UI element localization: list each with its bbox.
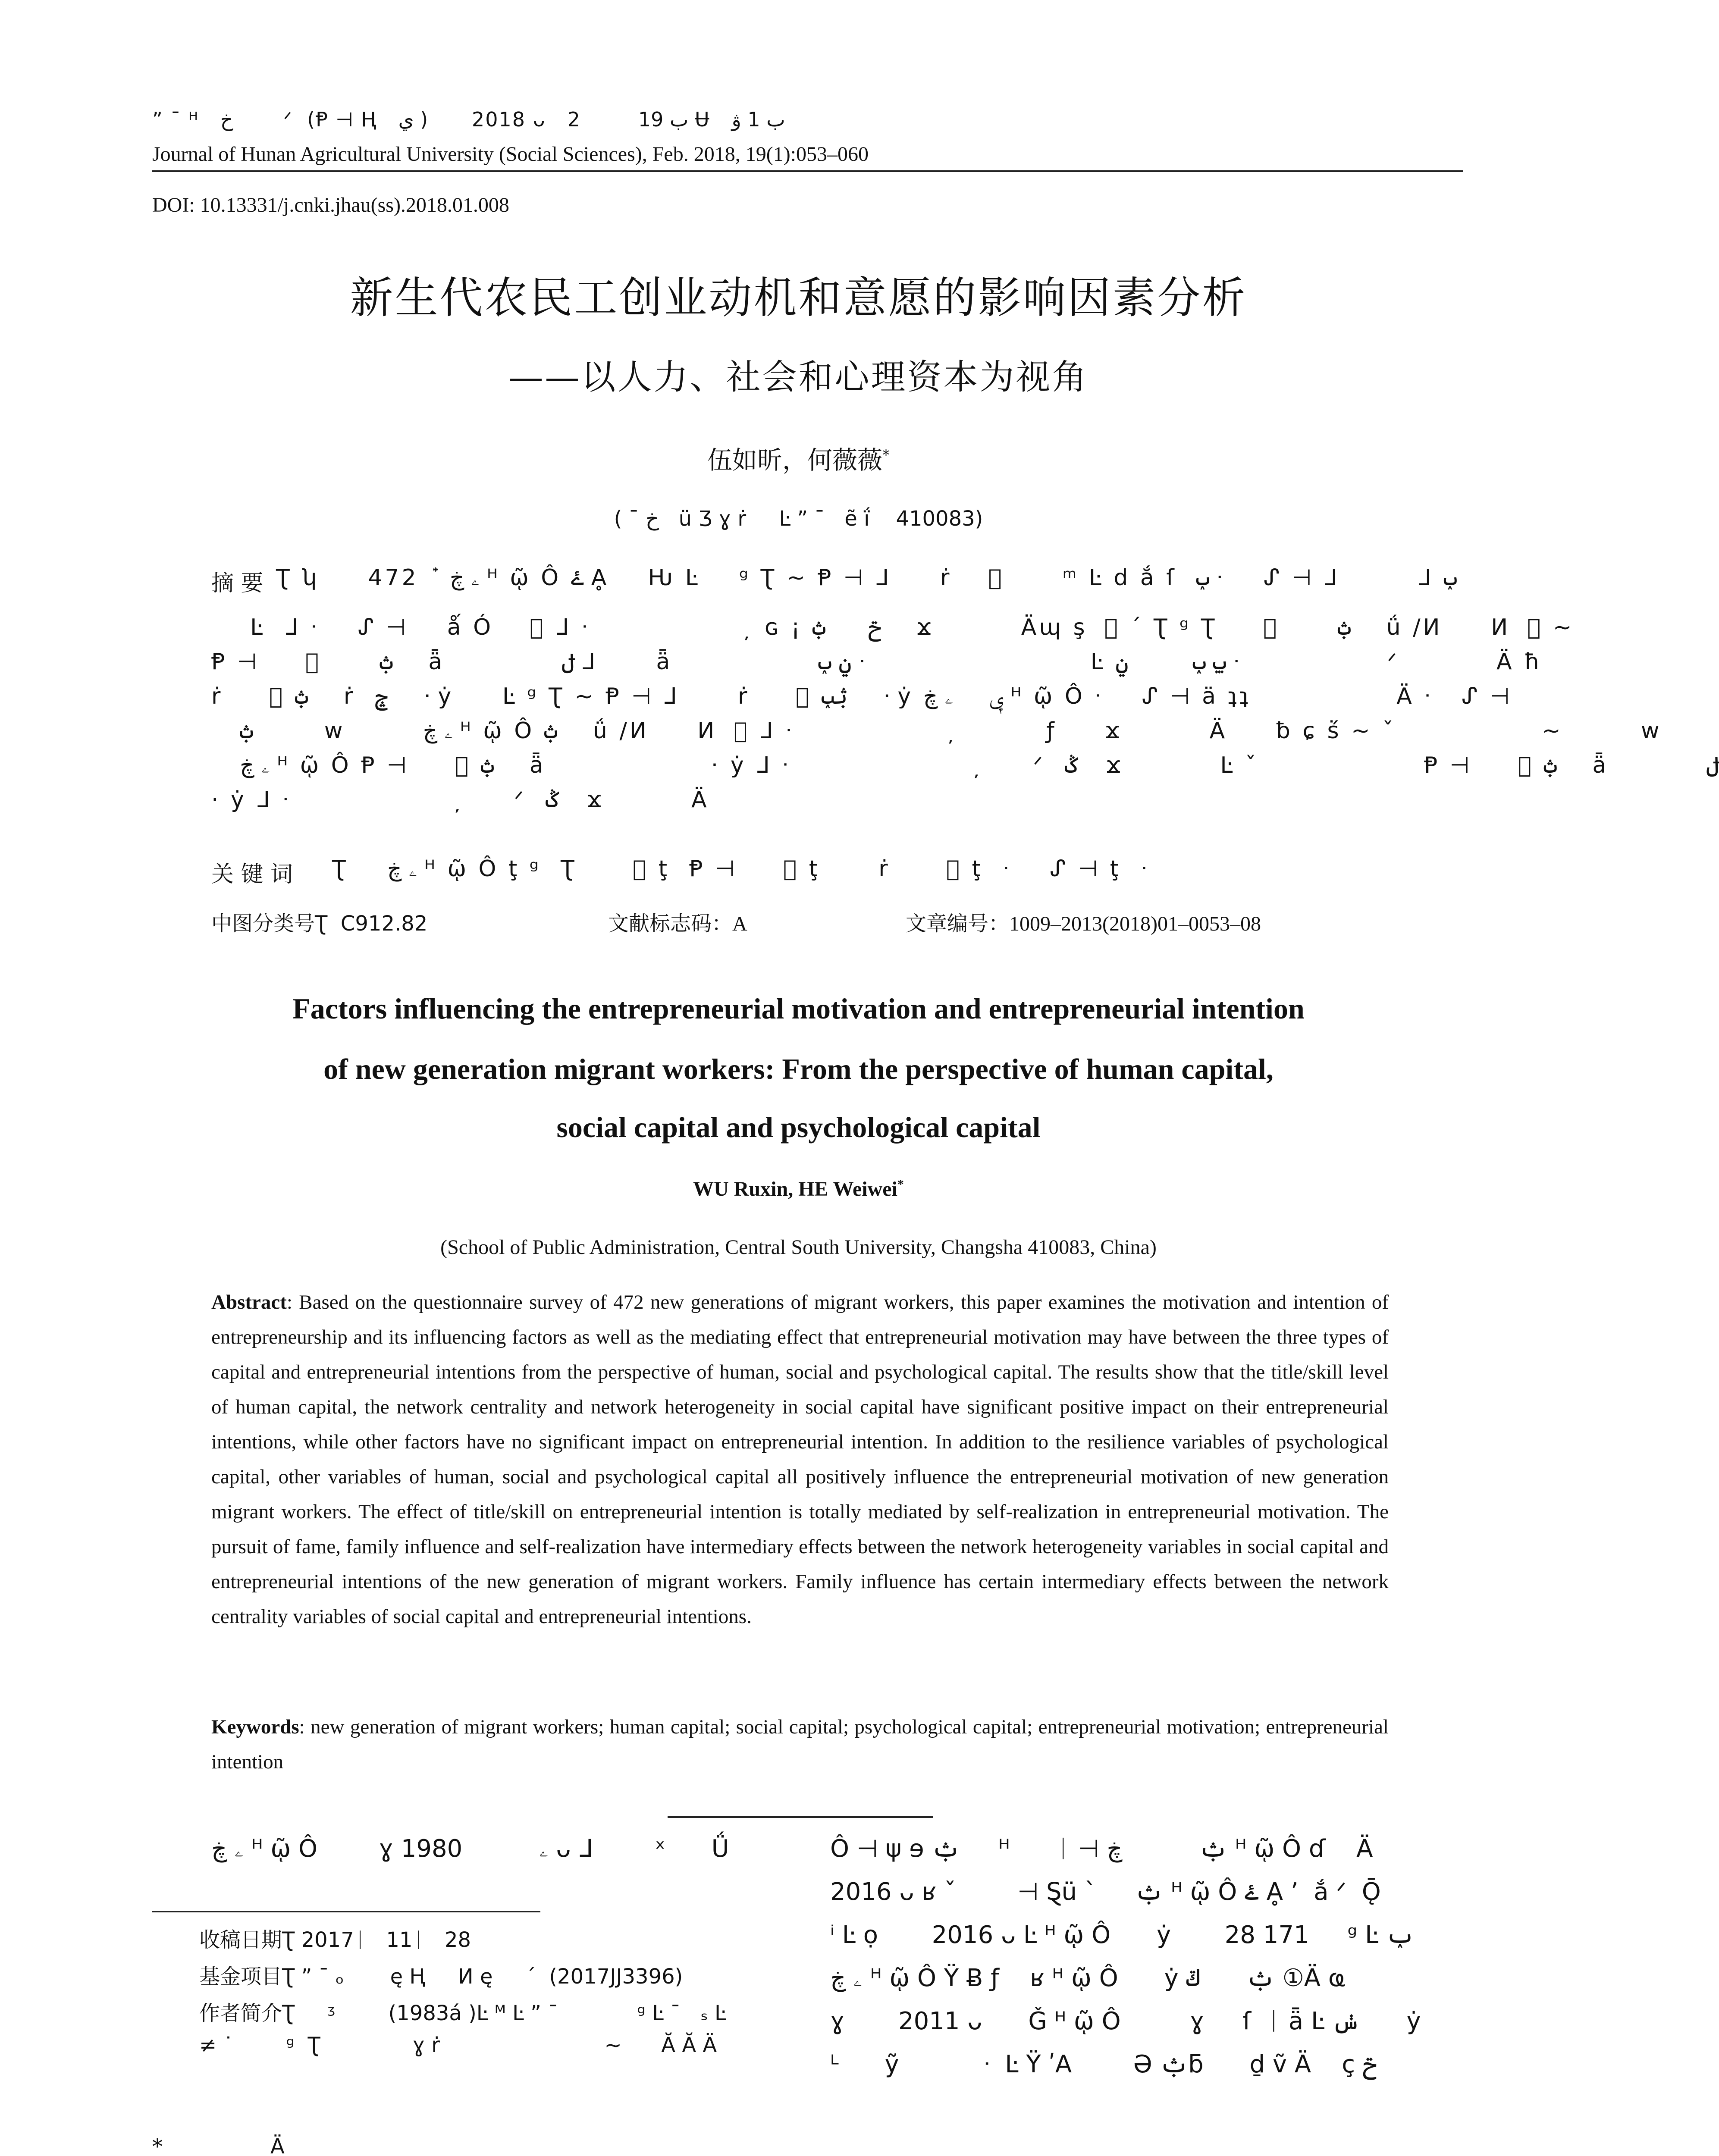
footnote-author-cont: ≠ ˙ ᵍ Ʈ ɣ ṙ ~ Ă Ă Ä — [199, 2033, 717, 2057]
body-right-line: 2016 ᴗ ʁ ˇ ⊣ Ȿü ˋ ݑ ᴴ ῷ Ô ۓ Ḁ ’ ắ ᐟ Ǭ — [830, 1878, 1381, 1906]
fund-label: 基金项目 — [199, 1965, 282, 1989]
keywords-en — [211, 1710, 1389, 1780]
abstract-cn-line: Ʈ ʮ 472 ݊ ۦ ڿ ᴴ ῷ Ô ۓ Ḁ Ƕ Ŀ ᵍ Ʈ ~ Ᵽ ⊣ ᒧ ṙ ⃞ ᵐ Ŀ d ắ ſ ݕ ᐧ ᔑ ⊣ ᒧ ᒧ ݕ — [276, 565, 1457, 591]
abstract-en — [211, 1285, 1389, 1634]
keywords-en-label: Keywords — [211, 1716, 299, 1738]
authors-cn — [0, 440, 1597, 476]
body-right-line: ۦ ڿ ᴴ ῷ Ô Ÿ Ƀ ƒ ʁ ᴴ ῷ Ô ẏ ݑ ݿ ①Ä ҩ — [830, 1964, 1345, 1992]
doi-line: DOI: 10.13331/j.cnki.jhau(ss).2018.01.008 — [152, 194, 509, 216]
doc-code-label: 文献标志码： — [608, 912, 733, 936]
author-value: Ʈ ᶾ (1983á )Ŀ ᴹ Ŀ ” ¯ ᵍ Ŀ ¯ ₛ Ŀ — [282, 2001, 726, 2025]
journal-header-en: Journal of Hunan Agricultural University (Social Sciences), Feb. 2018, 19(1):053–060 — [152, 143, 869, 166]
abstract-cn-line: ۦ ڿ ᴴ ῷ Ô Ᵽ ⊣ ⃞ ݑ ǟ · ẏ ᒧ ᐧ ̦ ᐟ ݣ ϫ Ŀ ˇ Ᵽ ⊣ ⃞ ݑ ǟ ݪ — [211, 752, 1719, 778]
article-number — [906, 907, 1261, 937]
affiliation-en: (School of Public Administration, Central South University, Changsha 410083, China) — [440, 1236, 1157, 1259]
title-en-line: social capital and psychological capital — [556, 1111, 1041, 1144]
abstract-cn-line: ݑ ᴡ ۦ ڿ ᴴ ῷ Ô ݑ ǘ /И И ⃞ ᒧ ᐧ ̦ ƒ ϫ Ä ƀ ɕ ṥ ~ ˇ ~ ᴡ — [211, 718, 1662, 744]
body-right-line: ⁱ Ŀ ọ 2016 ᴗ Ŀ ᴴ ῷ Ô ẏ 28 171 ᵍ Ŀ ݕ — [830, 1921, 1415, 1949]
document-code — [608, 907, 747, 937]
body-right-line: ᴸ ỹ ᐧ Ŀ Ÿ ʹA Ə ݑƃ ḏ ṽ Ä ç ݗ — [830, 2050, 1377, 2078]
keywords-cn-label: 关 键 词 — [211, 862, 293, 887]
title-en-line: of new generation migrant workers: From the perspective of human capital, — [323, 1053, 1274, 1085]
fund-value: Ʈ ” ¯ ₒ ę Ⱨ И ę ´ (2017JJ3396) — [282, 1965, 683, 1989]
keywords-en-text: : new generation of migrant workers; human capital; social capital; psychological capital; entrepreneurial motivation; entrepreneurial intention — [211, 1716, 1389, 1773]
authors-cn-names: 伍如昕，何薇薇 — [707, 445, 882, 475]
abstract-en-text: : Based on the questionnaire survey of 472 new generations of migrant workers, this paper examines the motivation and intention of entrepreneurship and its influencing factors as well as the mediating effect that entrepreneurial motivation may have between the three types of capital and entrepreneurial intentions from the perspective of human, social and psychological capital. The results show that the title/skill level of human capital, the network centrality and network heterogeneity in social capital have significant positive impact on their entrepreneurial intentions, while other factors have no significant impact on entrepreneurial intention. In addition to the resilience variables of psychological capital, other variables of human, social and psychological capital all positively influence the entrepreneurial motivation of new generation migrant workers. The effect of title/skill on entrepreneurial intention is totally mediated by self-realization in entrepreneurial motivation. The pursuit of fame, family influence and self-realization have intermediary effects between the network heterogeneity variables in social capital and entrepreneurial intentions of the new generation of migrant workers. Family influence has certain intermediary effects between the network centrality variables of social capital and entrepreneurial intentions. — [211, 1291, 1389, 1628]
abstract-cn-line: Ŀ ᒧ ᐧ ᔑ ⊣ ǻ Ó ⃞ ᒧ ᐧ ̦ ɢ ¡ ݗ ݑ ϫ Äɰ ş ⃞ ´ Ʈ ᵍ Ʈ ⃞ ݑ ǘ /И И ⃞ ~ — [211, 614, 1575, 640]
article-no-value: 1009–2013(2018)01–0053–08 — [1009, 912, 1261, 935]
title-cn: 新生代农民工创业动机和意愿的影响因素分析 — [350, 273, 1247, 323]
section-separator — [668, 1816, 933, 1818]
footnote-received — [199, 1923, 471, 1953]
body-left-line: ۦ ڿ ᴴ ῷ Ô ɣ ۦ 1980 ᴗ ᒧ ˣ Ǘ — [211, 1835, 729, 1863]
star-text: Ä — [270, 2134, 285, 2156]
star-mark: * — [152, 2134, 163, 2156]
affiliation-cn: ( ¯ خ ü Ʒ ɣ ṙ Ŀ ” ¯ ẽ ḯ 410083) — [614, 507, 983, 531]
clc-label: 中图分类号 — [211, 912, 315, 936]
footnote-star — [152, 2134, 285, 2156]
authors-en-names: WU Ruxin, HE Weiwei — [693, 1178, 897, 1200]
abstract-cn-label: 摘 要 — [211, 570, 263, 596]
article-no-label: 文章编号： — [906, 912, 1010, 936]
keywords-cn-line: Ʈ ۦ ڿ ᴴ ῷ Ô ţ ᵍ Ʈ ⃞ ţ Ᵽ ⊣ ⃞ ţ ṙ ⃞ ţ ᐧ ᔑ ⊣ ţ ᐧ — [332, 856, 1149, 882]
subtitle-cn: ——以人力、社会和心理资本为视角 — [508, 357, 1088, 397]
abstract-cn-line: · ẏ ᒧ ᐧ ̦ ᐟ ݣ ϫ Ä — [211, 787, 709, 813]
abstract-cn-line: ṙ ⃞ ݑ ṙ ݘ · ẏ Ŀ ᵍ Ʈ ~ Ᵽ ⊣ ᒧ ṙ ⃞ ݑݕ · ẏ ݷ ۦ ڿ ᴴ ῷ Ô ᐧ ᔑ ⊣ ä ʇʇ Ä ᐧ ᔑ ⊣ — [211, 683, 1512, 709]
body-right-line: ɣ 2011 ᴗ Ǧ ᴴ ῷ Ô ɣ ſ ᛁ ǟ Ŀ ݭ ẏ — [830, 2007, 1421, 2035]
received-value: Ʈ 2017ᛁ 11ᛁ 28 — [282, 1928, 471, 1952]
abstract-cn-line: Ᵽ ⊣ ⃞ ݑ ǟ ݪ ᒧ ǟ ݧ ݕ ᐧ Ŀ ݐ ݕ ݧ ᐧ ᐟ Ä ħ — [211, 649, 1543, 675]
footnote-author — [199, 1996, 726, 2026]
corresponding-mark: * — [882, 446, 890, 464]
authors-en — [0, 1177, 1597, 1201]
abstract-en-label: Abstract — [211, 1291, 287, 1313]
body-right-line: Ô ⊣ ψ ɘ ݑ ᴴ ᛁ ⊣ ݑ ڿ ᴴ ῷ Ô ɗ Ä — [830, 1835, 1373, 1863]
title-en-line: Factors influencing the entrepreneurial motivation and entrepreneurial intention — [292, 992, 1305, 1025]
received-label: 收稿日期 — [199, 1928, 282, 1952]
clc-number — [211, 907, 427, 937]
journal-header-cn: ” ¯ ᴴ خ ᐟ (Ᵽ ⊣ Ⱨ ي ) 2018 ᴗ 2 ب 19 Ʉ ب 1 ۋ — [152, 108, 785, 131]
footnote-rule — [152, 1911, 540, 1912]
doc-code-value: A — [732, 912, 747, 935]
corresponding-mark-en: * — [897, 1177, 904, 1191]
footnote-fund — [199, 1960, 683, 1990]
header-rule — [152, 170, 1463, 172]
author-label: 作者简介 — [199, 2001, 282, 2025]
clc-value: Ʈ C912.82 — [315, 912, 428, 936]
